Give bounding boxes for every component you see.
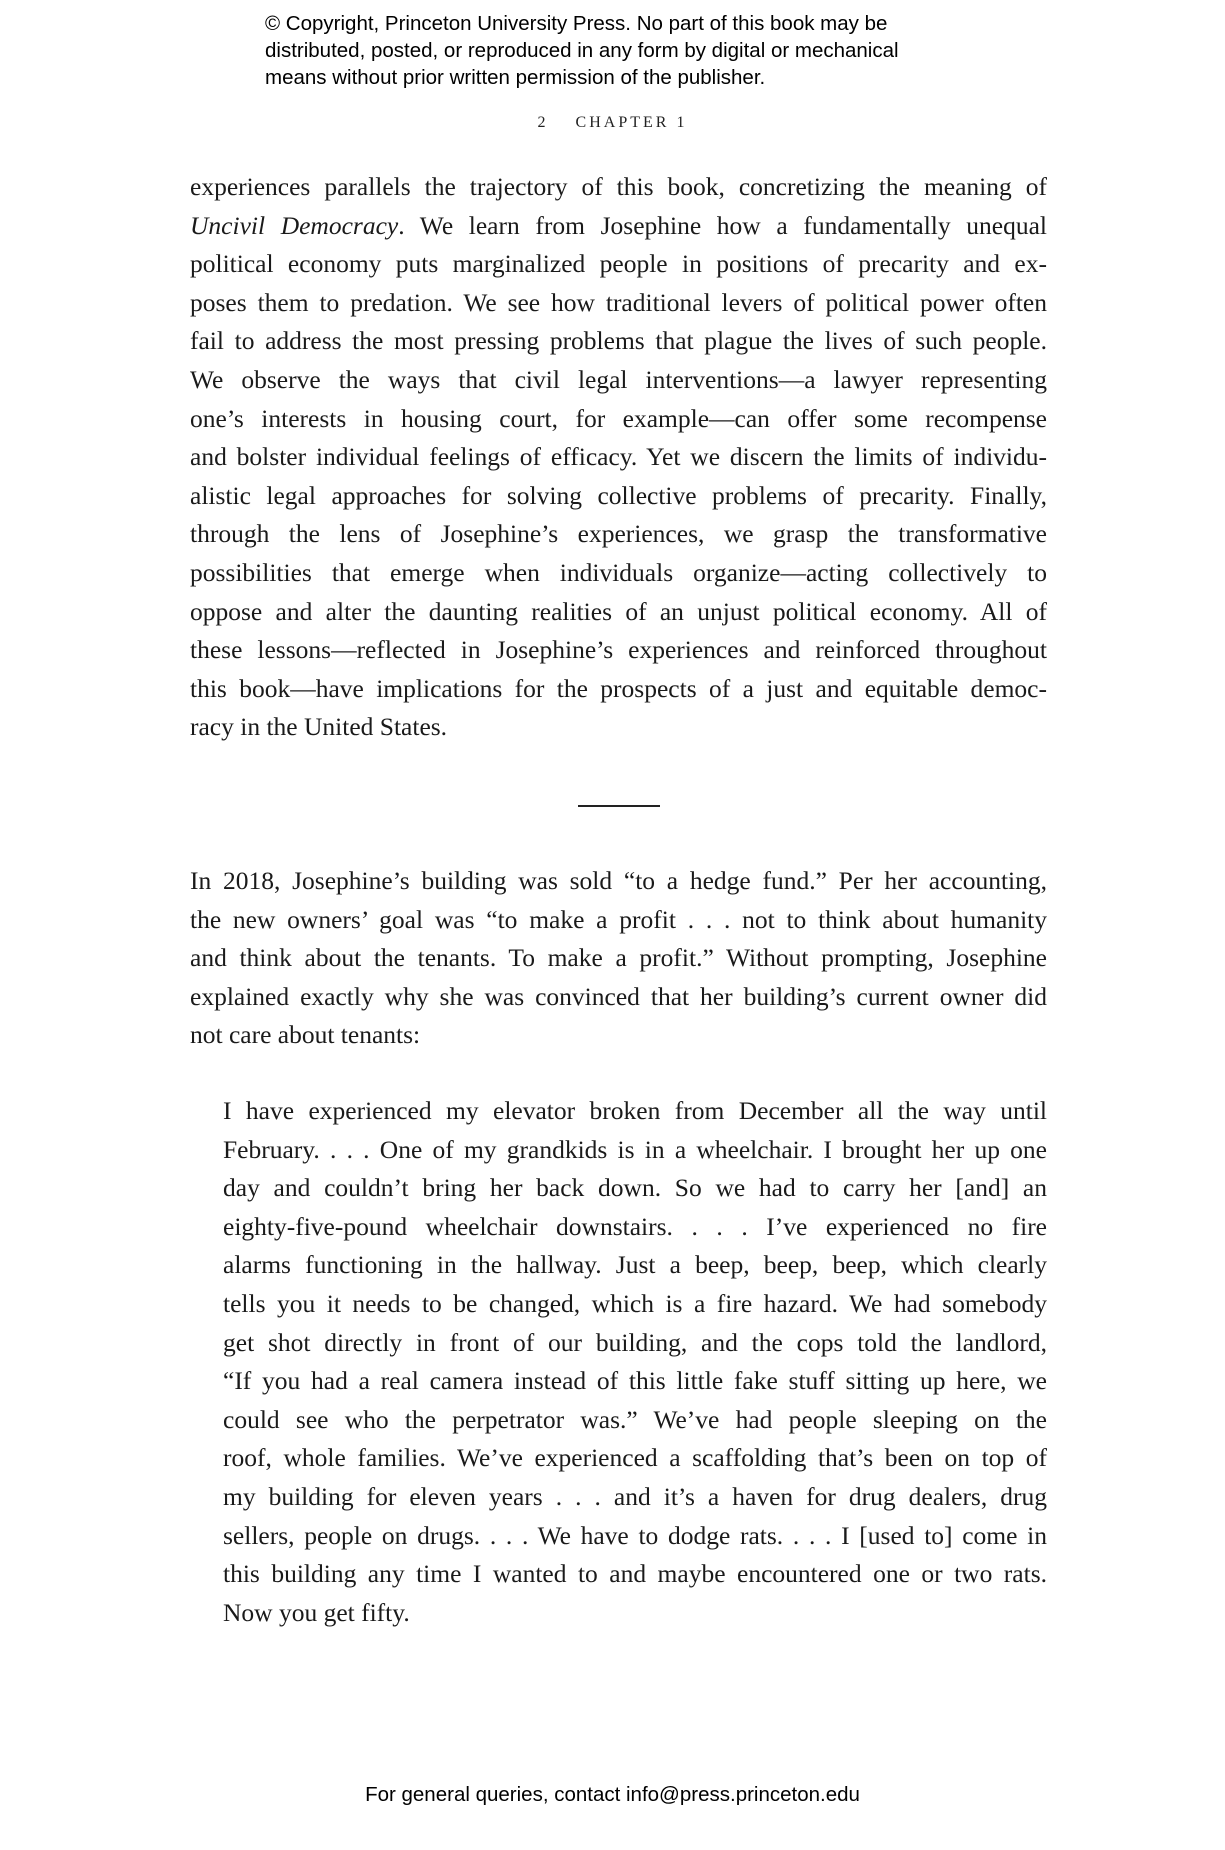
text-line: day and couldn’t bring her back down. So we had to carry her [and] an [223,1173,1047,1203]
text-line: Now you get fifty. [223,1597,410,1627]
text-line: and bolster individual feelings of efficacy. Yet we discern the limits of individu- [190,442,1047,472]
text-line: through the lens of Josephine’s experiences, we grasp the transformative [190,519,1047,549]
text-line: We observe the ways that civil legal interventions—a lawyer representing [190,364,1047,394]
text-line: this building any time I wanted to and maybe encountered one or two rats. [223,1559,1047,1589]
text-line: oppose and alter the daunting realities of an unjust political economy. All of [190,596,1047,626]
text-line: sellers, people on drugs. . . . We have to dodge rats. . . . I [used to] come in [223,1520,1047,1550]
text-line: tells you it needs to be changed, which is a fire hazard. We had somebody [223,1288,1047,1318]
text-line: roof, whole families. We’ve experienced a scaffolding that’s been on top of [223,1443,1047,1473]
text-line: alistic legal approaches for solving collective problems of precarity. Finally, [190,480,1047,510]
text-line: possibilities that emerge when individuals organize—acting collectively to [190,557,1047,587]
block-quote [223,1092,1047,1632]
copyright-line: © Copyright, Princeton University Press. No part of this book may be [265,12,888,35]
copyright-notice [265,10,899,91]
text-line: I have experienced my elevator broken from December all the way until [223,1096,1047,1125]
page-number: 2 [537,114,549,131]
book-title-italic: Uncivil Democracy [190,210,399,240]
text-line: my building for eleven years . . . and it’s a haven for drug dealers, drug [223,1481,1047,1511]
text-line: one’s interests in housing court, for example—can offer some recompense [190,403,1047,433]
text-line: racy in the United States. [190,712,448,742]
text-line: Uncivil Democracy. We learn from Josephine how a fundamentally unequal [190,210,1047,240]
text-line: and think about the tenants. To make a profit.” Without prompting, Josephine [190,943,1047,973]
text-line: the new owners’ goal was “to make a profit . . . not to think about humanity [190,904,1047,934]
text-line: “If you had a real camera instead of this little fake stuff sitting up here, we [223,1366,1047,1396]
text-line: February. . . . One of my grandkids is in a wheelchair. I brought her up one [223,1134,1047,1164]
text-line: could see who the perpetrator was.” We’ve had people sleeping on the [223,1404,1047,1434]
copyright-line: means without prior written permission of the publisher. [265,66,766,89]
text-line: In 2018, Josephine’s building was sold “to a hedge fund.” Per her accounting, [190,866,1047,895]
text-line: eighty-five-pound wheelchair downstairs. . . . I’ve experienced no fire [223,1211,1047,1241]
chapter-label: CHAPTER 1 [575,114,688,131]
running-head [0,114,1225,132]
text-line: fail to address the most pressing problems that plague the lives of such people. [190,326,1047,356]
footer-contact: For general queries, contact info@press.princeton.edu [365,1783,860,1806]
text-line: political economy puts marginalized people in positions of precarity and ex- [190,249,1047,279]
text-line: alarms functioning in the hallway. Just a beep, beep, beep, which clearly [223,1250,1047,1280]
text-line: poses them to predation. We see how traditional levers of political power often [190,287,1047,317]
body-paragraph-2 [190,862,1047,1055]
text-line: these lessons—reflected in Josephine’s experiences and reinforced throughout [190,635,1047,665]
text-line: explained exactly why she was convinced that her building’s current owner did [190,981,1047,1011]
text-line: get shot directly in front of our building, and the cops told the landlord, [223,1327,1047,1357]
section-divider [578,805,660,807]
text-line: this book—have implications for the prospects of a just and equitable democ- [190,673,1047,703]
text-line: experiences parallels the trajectory of this book, concretizing the meaning of [190,172,1047,201]
body-paragraph-1 [190,168,1047,747]
copyright-line: distributed, posted, or reproduced in any form by digital or mechanical [265,39,899,62]
text-line: not care about tenants: [190,1020,421,1050]
